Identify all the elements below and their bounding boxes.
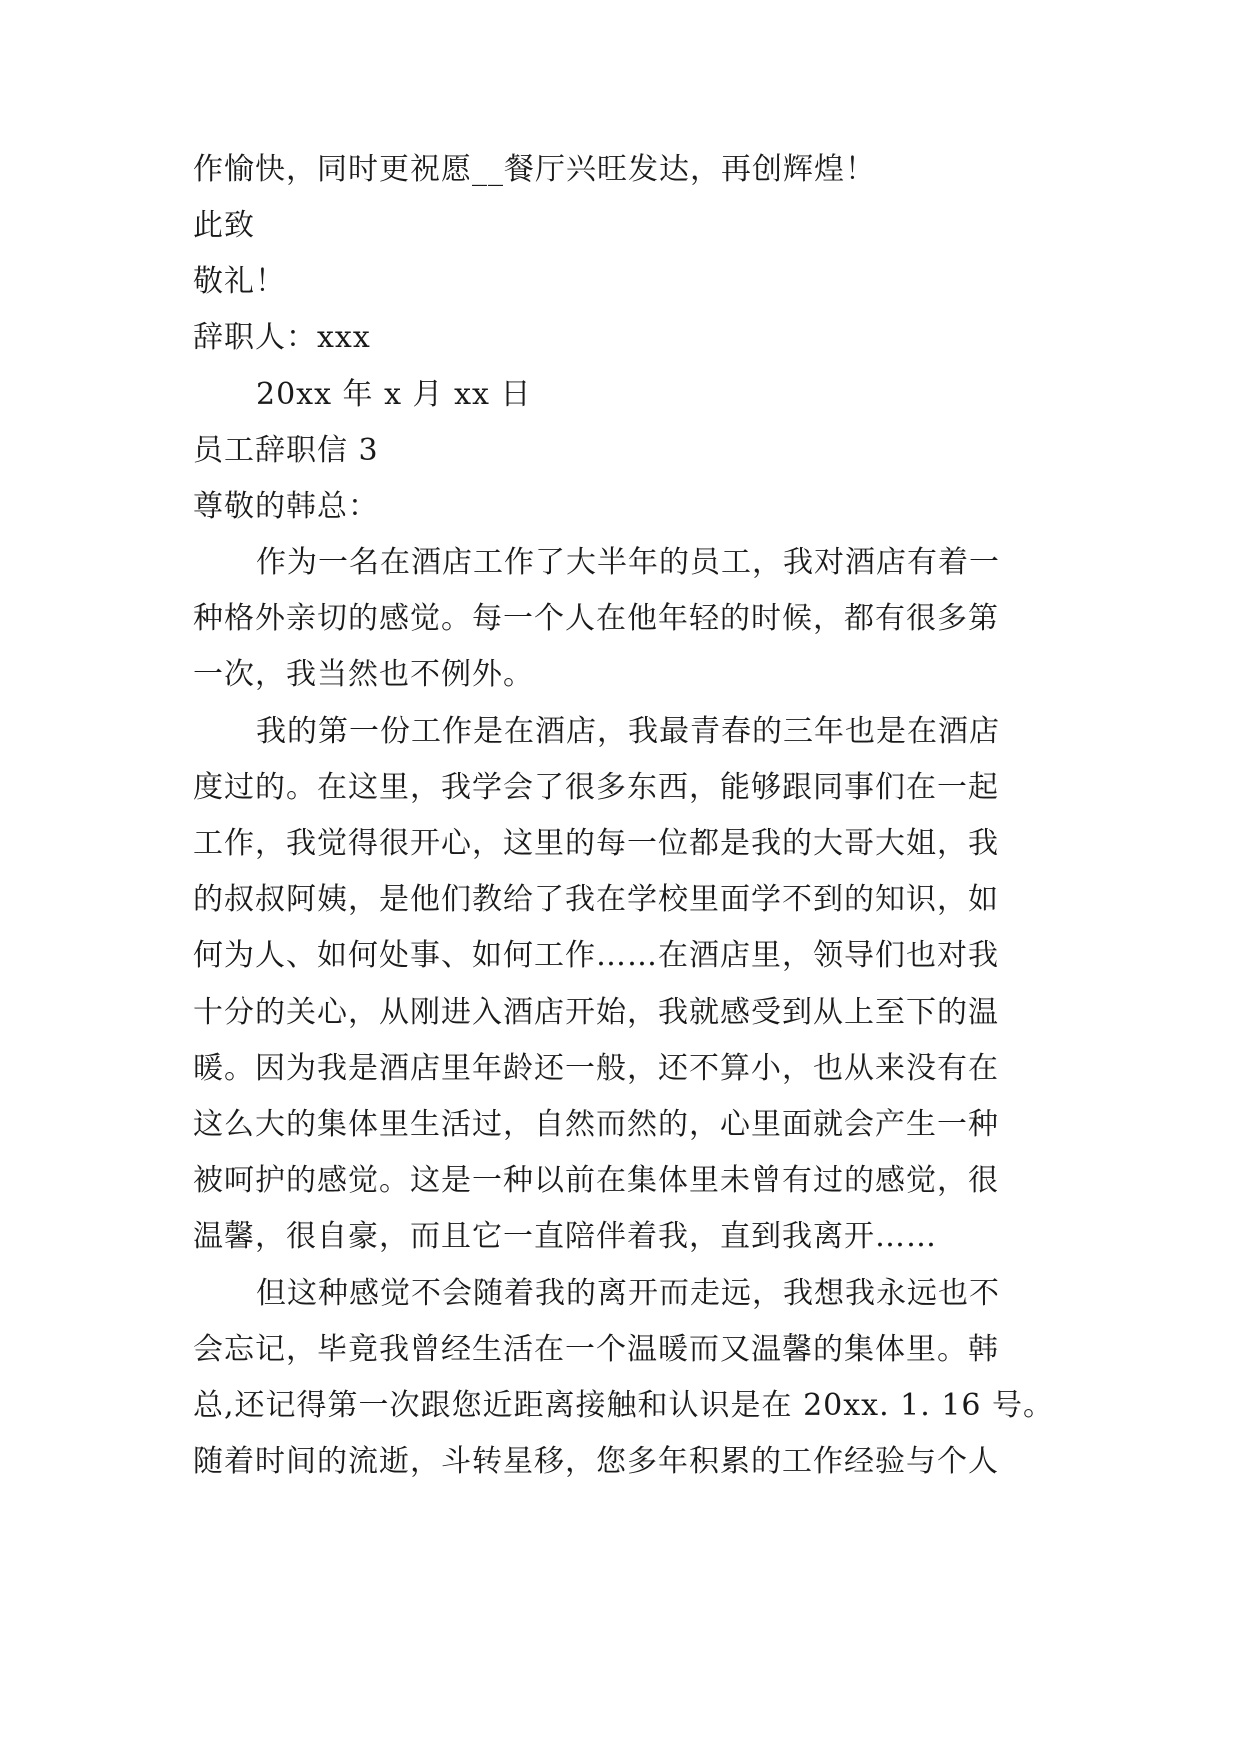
paragraph-line: 何为人、如何处事、如何工作……在酒店里，领导们也对我 [193,938,999,973]
paragraph-line: 种格外亲切的感觉。每一个人在他年轻的时候，都有很多第 [193,601,999,636]
paragraph-line: 但这种感觉不会随着我的离开而走远，我想我永远也不 [256,1276,1000,1311]
paragraph-line: 会忘记，毕竟我曾经生活在一个温暖而又温馨的集体里。韩 [193,1332,999,1367]
paragraph-line: 的叔叔阿姨，是他们教给了我在学校里面学不到的知识，如 [193,882,999,917]
paragraph-line: 随着时间的流逝，斗转星移，您多年积累的工作经验与个人 [193,1444,999,1479]
closing-wish-line: 作愉快，同时更祝愿__餐厅兴旺发达，再创辉煌！ [193,152,876,187]
closing-salutation-1: 此致 [193,208,255,243]
date-line: 20xx 年 x 月 xx 日 [256,377,532,412]
paragraph-line: 被呵护的感觉。这是一种以前在集体里未曾有过的感觉，很 [193,1163,999,1198]
paragraph-line: 总,还记得第一次跟您近距离接触和认识是在 20xx. 1. 16 号。 [193,1388,1055,1423]
paragraph-line: 工作，我觉得很开心，这里的每一位都是我的大哥大姐，我 [193,826,999,861]
paragraph-line: 我的第一份工作是在酒店，我最青春的三年也是在酒店 [256,714,1000,749]
paragraph-line: 一次，我当然也不例外。 [193,657,534,692]
paragraph-line: 度过的。在这里，我学会了很多东西，能够跟同事们在一起 [193,770,999,805]
letter-heading: 员工辞职信 3 [193,433,379,468]
signer-line: 辞职人：xxx [193,320,371,355]
paragraph-line: 温馨，很自豪，而且它一直陪伴着我，直到我离开…… [193,1219,937,1254]
closing-salutation-2: 敬礼！ [193,264,286,299]
paragraph-line: 暖。因为我是酒店里年龄还一般，还不算小，也从来没有在 [193,1051,999,1086]
letter-greeting: 尊敬的韩总： [193,489,379,524]
paragraph-line: 作为一名在酒店工作了大半年的员工，我对酒店有着一 [256,545,1000,580]
paragraph-line: 十分的关心，从刚进入酒店开始，我就感受到从上至下的温 [193,995,999,1030]
paragraph-line: 这么大的集体里生活过，自然而然的，心里面就会产生一种 [193,1107,999,1142]
